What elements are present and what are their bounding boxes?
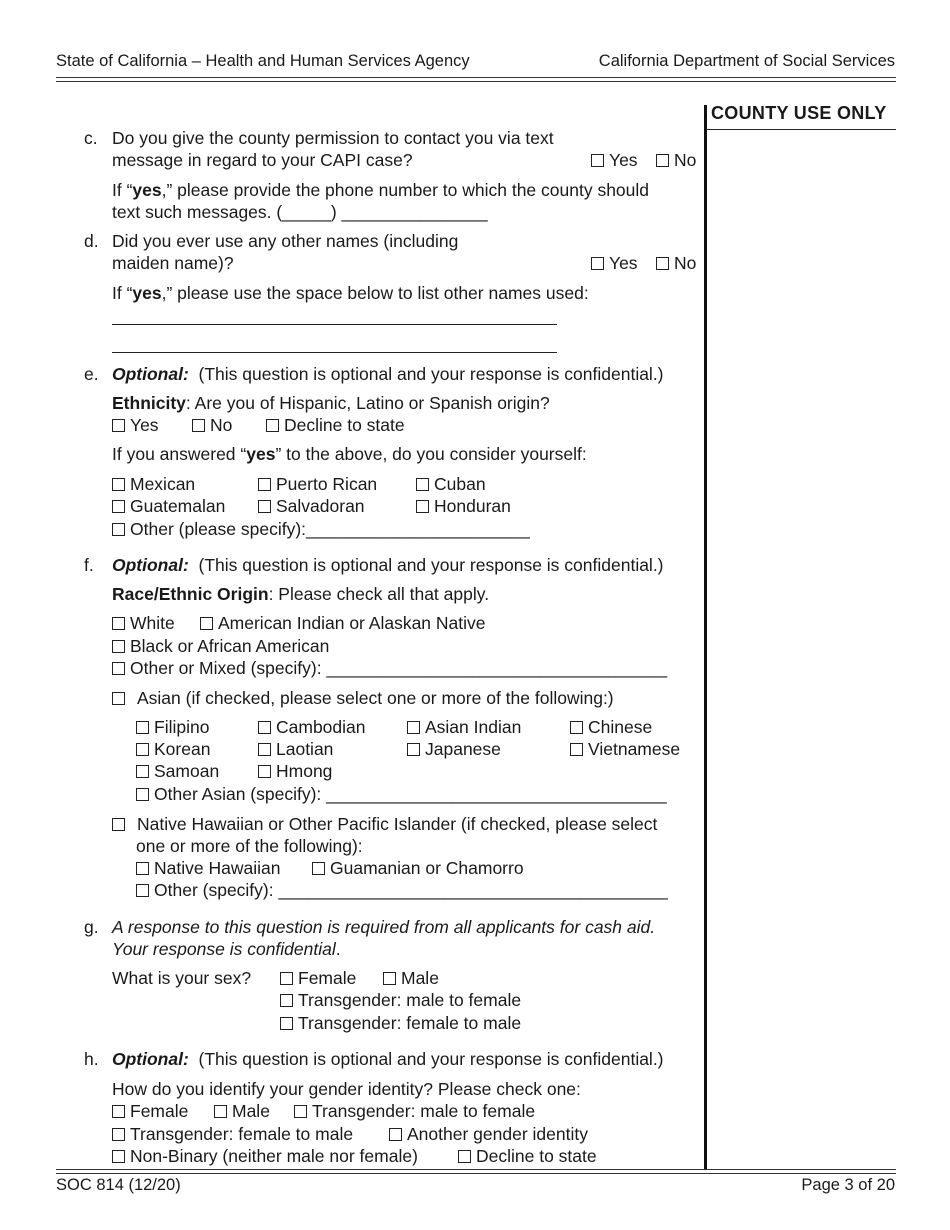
question-c-no-label: No	[674, 150, 697, 170]
question-e-optional-header: Optional: (This question is optional and your response is confidential.)	[112, 364, 664, 384]
sex-transgender-mtf-checkbox[interactable]	[280, 994, 293, 1007]
race-white[interactable]: White	[112, 612, 175, 634]
question-d-no-checkbox[interactable]	[656, 257, 669, 270]
sex-question: What is your sex?	[112, 968, 252, 988]
asian-hmong[interactable]: Hmong	[258, 760, 332, 782]
sex-male-checkbox[interactable]	[383, 972, 396, 985]
origin-mexican-checkbox[interactable]	[112, 478, 125, 491]
asian-cambodian[interactable]: Cambodian	[258, 716, 366, 738]
race-question: Race/Ethnic Origin: Please check all that apply.	[112, 584, 490, 604]
race-american-indian[interactable]: American Indian or Alaskan Native	[200, 612, 486, 634]
origin-cuban-checkbox[interactable]	[416, 478, 429, 491]
question-c-letter: c.	[84, 128, 98, 148]
origin-honduran[interactable]: Honduran	[416, 495, 511, 517]
race-pacific-islander[interactable]: Native Hawaiian or Other Pacific Islander (if checked, please select	[112, 813, 657, 835]
question-d-yes-label: Yes	[609, 253, 638, 273]
asian-filipino-checkbox[interactable]	[136, 721, 149, 734]
origin-puerto-rican[interactable]: Puerto Rican	[258, 473, 377, 495]
origin-other-checkbox[interactable]	[112, 523, 125, 536]
asian-korean[interactable]: Korean	[136, 738, 210, 760]
gender-nonbinary[interactable]: Non-Binary (neither male nor female)	[112, 1145, 418, 1167]
question-c-yes-checkbox[interactable]	[591, 154, 604, 167]
question-c-yes-option[interactable]	[591, 149, 638, 171]
pacific-other-checkbox[interactable]	[136, 884, 149, 897]
gender-transgender-ftm[interactable]: Transgender: female to male	[112, 1123, 353, 1145]
origin-salvadoran-checkbox[interactable]	[258, 500, 271, 513]
asian-indian[interactable]: Asian Indian	[407, 716, 521, 738]
header-rule-top	[56, 77, 896, 78]
header-department: California Department of Social Services	[598, 52, 895, 70]
origin-mexican[interactable]: Mexican	[112, 473, 195, 495]
gender-male[interactable]: Male	[214, 1100, 270, 1122]
sex-male[interactable]: Male	[383, 967, 439, 989]
asian-filipino[interactable]: Filipino	[136, 716, 209, 738]
sex-transgender-ftm-checkbox[interactable]	[280, 1017, 293, 1030]
other-names-line-2[interactable]	[112, 352, 557, 353]
other-names-line-1[interactable]	[112, 324, 557, 325]
race-black[interactable]: Black or African American	[112, 635, 329, 657]
race-other-mixed-checkbox[interactable]	[112, 662, 125, 675]
asian-laotian[interactable]: Laotian	[258, 738, 333, 760]
pacific-islander-line2: one or more of the following):	[136, 836, 363, 856]
ethnicity-no-option[interactable]: No	[192, 414, 232, 436]
ethnicity-followup: If you answered “yes” to the above, do you consider yourself:	[112, 444, 587, 464]
footer-rule-top	[56, 1169, 896, 1170]
gender-nonbinary-checkbox[interactable]	[112, 1150, 125, 1163]
ethnicity-no-checkbox[interactable]	[192, 419, 205, 432]
asian-chinese-checkbox[interactable]	[570, 721, 583, 734]
asian-korean-checkbox[interactable]	[136, 743, 149, 756]
sex-transgender-ftm[interactable]: Transgender: female to male	[280, 1012, 521, 1034]
question-e-letter: e.	[84, 364, 99, 384]
ethnicity-decline-option[interactable]: Decline to state	[266, 414, 405, 436]
question-c-line2: message in regard to your CAPI case?	[112, 150, 413, 170]
gender-decline-checkbox[interactable]	[458, 1150, 471, 1163]
asian-indian-checkbox[interactable]	[407, 721, 420, 734]
ethnicity-yes-checkbox[interactable]	[112, 419, 125, 432]
sex-transgender-mtf[interactable]: Transgender: male to female	[280, 989, 521, 1011]
county-use-only-heading: COUNTY USE ONLY	[711, 103, 887, 123]
race-american-indian-checkbox[interactable]	[200, 617, 213, 630]
origin-other[interactable]: Other (please specify):_______________________	[112, 518, 530, 540]
pacific-other[interactable]: Other (specify): ________________________________________	[136, 879, 668, 901]
race-other-mixed[interactable]: Other or Mixed (specify): ___________________________________	[112, 657, 667, 679]
gender-another-checkbox[interactable]	[389, 1128, 402, 1141]
question-d-yes-option[interactable]	[591, 252, 638, 274]
footer-form-number: SOC 814 (12/20)	[56, 1176, 181, 1194]
gender-female[interactable]: Female	[112, 1100, 188, 1122]
question-c-phone-field[interactable]: text such messages. (_____) _______________	[112, 202, 488, 222]
asian-cambodian-checkbox[interactable]	[258, 721, 271, 734]
question-g-line1: A response to this question is required from all applicants for cash aid.	[112, 917, 656, 937]
question-d-no-option[interactable]	[656, 252, 696, 274]
origin-guatemalan[interactable]: Guatemalan	[112, 495, 225, 517]
question-d-yes-checkbox[interactable]	[591, 257, 604, 270]
question-g-line2: Your response is confidential.	[112, 939, 341, 959]
ethnicity-question: Ethnicity: Are you of Hispanic, Latino or Spanish origin?	[112, 393, 550, 413]
gender-transgender-mtf-checkbox[interactable]	[294, 1105, 307, 1118]
question-h-optional-header: Optional: (This question is optional and your response is confidential.)	[112, 1049, 664, 1069]
question-d-line2: maiden name)?	[112, 253, 234, 273]
header-rule-bottom	[56, 81, 896, 82]
question-d-line1: Did you ever use any other names (including	[112, 231, 459, 251]
asian-other[interactable]: Other Asian (specify): ___________________________________	[136, 783, 667, 805]
question-d-followup: If “yes,” please use the space below to list other names used:	[112, 283, 589, 303]
question-h-letter: h.	[84, 1049, 99, 1069]
pacific-guamanian-checkbox[interactable]	[312, 862, 325, 875]
pacific-native-hawaiian[interactable]: Native Hawaiian	[136, 857, 280, 879]
question-d-no-label: No	[674, 253, 697, 273]
question-f-letter: f.	[84, 555, 94, 575]
question-c-line1: Do you give the county permission to contact you via text	[112, 128, 554, 148]
ethnicity-yes-option[interactable]: Yes	[112, 414, 159, 436]
asian-japanese-checkbox[interactable]	[407, 743, 420, 756]
gender-decline[interactable]: Decline to state	[458, 1145, 597, 1167]
origin-honduran-checkbox[interactable]	[416, 500, 429, 513]
gender-transgender-ftm-checkbox[interactable]	[112, 1128, 125, 1141]
asian-samoan-checkbox[interactable]	[136, 765, 149, 778]
question-c-followup: If “yes,” please provide the phone number to which the county should	[112, 180, 650, 200]
question-c-yes-label: Yes	[609, 150, 638, 170]
asian-other-checkbox[interactable]	[136, 788, 149, 801]
county-use-rule	[706, 129, 896, 130]
ethnicity-decline-checkbox[interactable]	[266, 419, 279, 432]
gender-female-checkbox[interactable]	[112, 1105, 125, 1118]
footer-page-number: Page 3 of 20	[801, 1176, 895, 1194]
origin-salvadoran[interactable]: Salvadoran	[258, 495, 365, 517]
question-d-letter: d.	[84, 231, 99, 251]
question-c-no-checkbox[interactable]	[656, 154, 669, 167]
asian-samoan[interactable]: Samoan	[136, 760, 219, 782]
pacific-native-hawaiian-checkbox[interactable]	[136, 862, 149, 875]
sex-female[interactable]: Female	[280, 967, 356, 989]
footer-rule-bottom	[56, 1173, 896, 1174]
race-white-checkbox[interactable]	[112, 617, 125, 630]
origin-cuban[interactable]: Cuban	[416, 473, 486, 495]
gender-transgender-mtf[interactable]: Transgender: male to female	[294, 1100, 535, 1122]
sex-female-checkbox[interactable]	[280, 972, 293, 985]
asian-laotian-checkbox[interactable]	[258, 743, 271, 756]
asian-vietnamese-checkbox[interactable]	[570, 743, 583, 756]
race-black-checkbox[interactable]	[112, 640, 125, 653]
gender-male-checkbox[interactable]	[214, 1105, 227, 1118]
header-agency: State of California – Health and Human Services Agency	[56, 52, 470, 70]
race-asian[interactable]: Asian (if checked, please select one or more of the following:)	[112, 687, 614, 709]
origin-puerto-rican-checkbox[interactable]	[258, 478, 271, 491]
pacific-guamanian[interactable]: Guamanian or Chamorro	[312, 857, 524, 879]
question-g-letter: g.	[84, 917, 99, 937]
asian-japanese[interactable]: Japanese	[407, 738, 501, 760]
gender-another[interactable]: Another gender identity	[389, 1123, 588, 1145]
asian-vietnamese[interactable]: Vietnamese	[570, 738, 680, 760]
asian-chinese[interactable]: Chinese	[570, 716, 652, 738]
question-c-no-option[interactable]	[656, 149, 696, 171]
race-asian-checkbox[interactable]	[112, 692, 125, 705]
gender-identity-question: How do you identify your gender identity? Please check one:	[112, 1079, 581, 1099]
asian-hmong-checkbox[interactable]	[258, 765, 271, 778]
race-pacific-islander-checkbox[interactable]	[112, 818, 125, 831]
county-use-divider	[704, 105, 707, 1169]
question-f-optional-header: Optional: (This question is optional and your response is confidential.)	[112, 555, 664, 575]
origin-guatemalan-checkbox[interactable]	[112, 500, 125, 513]
